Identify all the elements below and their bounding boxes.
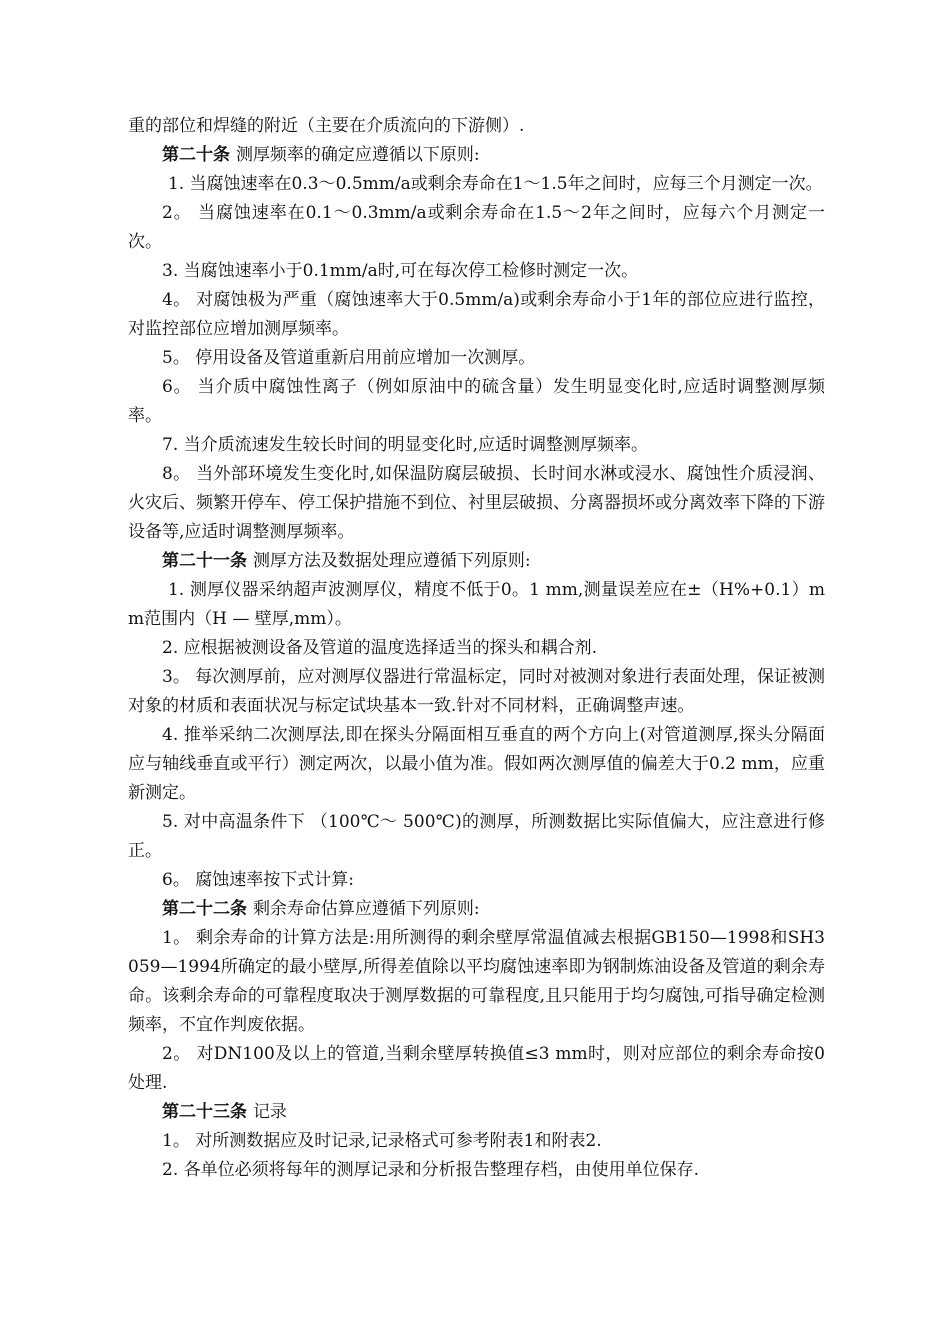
body-paragraph: 1。 剩余寿命的计算方法是:用所测得的剩余壁厚常温值减去根据GB150—1998和SH3059—1994所确定的最小壁厚,所得差值除以平均腐蚀速率即为钢制炼油设备及管道的剩余寿命。该剩余寿命的可靠程度取决于测厚数据的可靠程度,且只能用于均匀腐蚀,可指导确定检测频率，不宜作判废依据。 xyxy=(128,928,825,1035)
body-paragraph: 4。 对腐蚀极为严重（腐蚀速率大于0.5mm/a)或剩余寿命小于1年的部位应进行监控，对监控部位应增加测厚频率。 xyxy=(128,290,825,339)
body-paragraph: 2。 当腐蚀速率在0.1～0.3mm/a或剩余寿命在1.5～2年之间时，应每六个月测定一次。 xyxy=(128,203,825,252)
body-paragraph: 7. 当介质流速发生较长时间的明显变化时,应适时调整测厚频率。 xyxy=(162,435,649,455)
article-number: 第二十条 xyxy=(162,145,230,165)
article-title: 记录 xyxy=(252,1102,287,1122)
body-paragraph: 重的部位和焊缝的附近（主要在介质流向的下游侧）. xyxy=(128,116,525,136)
article-heading xyxy=(128,141,825,170)
body-paragraph: 2. 应根据被测设备及管道的温度选择适当的探头和耦合剂. xyxy=(162,638,598,658)
body-paragraph: 6。 腐蚀速率按下式计算: xyxy=(162,870,354,890)
article-title: 测厚频率的确定应遵循以下原则: xyxy=(235,145,480,165)
document-body xyxy=(128,112,825,1185)
article-title: 测厚方法及数据处理应遵循下列原则: xyxy=(252,551,531,571)
article-heading xyxy=(128,895,825,924)
body-paragraph: 1。 对所测数据应及时记录,记录格式可参考附表1和附表2. xyxy=(162,1131,602,1151)
body-paragraph: 6。 当介质中腐蚀性离子（例如原油中的硫含量）发生明显变化时,应适时调整测厚频率。 xyxy=(128,377,825,426)
body-paragraph: 3. 当腐蚀速率小于0.1mm/a时,可在每次停工检修时测定一次。 xyxy=(162,261,639,281)
article-number: 第二十二条 xyxy=(162,899,247,919)
body-paragraph: 5. 对中高温条件下 （100℃～ 500℃)的测厚，所测数据比实际值偏大，应注意进行修正。 xyxy=(128,812,825,861)
body-paragraph: 2. 各单位必须将每年的测厚记录和分析报告整理存档，由使用单位保存. xyxy=(162,1160,700,1180)
article-heading xyxy=(128,1098,825,1127)
body-paragraph: 1. 测厚仪器采纳超声波测厚仪，精度不低于0。1 mm,测量误差应在±（H%+0.1）mm范围内（H — 壁厚,mm）。 xyxy=(128,580,825,629)
article-heading xyxy=(128,547,825,576)
body-paragraph: 1. 当腐蚀速率在0.3～0.5mm/a或剩余寿命在1～1.5年之间时，应每三个月测定一次。 xyxy=(167,174,823,194)
body-paragraph: 8。 当外部环境发生变化时,如保温防腐层破损、长时间水淋或浸水、腐蚀性介质浸润、火灾后、频繁开停车、停工保护措施不到位、衬里层破损、分离器损坏或分离效率下降的下游设备等,应适时调整测厚频率。 xyxy=(128,464,825,542)
body-paragraph: 2。 对DN100及以上的管道,当剩余壁厚转换值≤3 mm时，则对应部位的剩余寿命按0处理. xyxy=(128,1044,825,1093)
body-paragraph: 4. 推举采纳二次测厚法,即在探头分隔面相互垂直的两个方向上(对管道测厚,探头分隔面应与轴线垂直或平行）测定两次，以最小值为准。假如两次测厚值的偏差大于0.2 mm，应重新测定。 xyxy=(128,725,825,803)
body-paragraph: 3。 每次测厚前，应对测厚仪器进行常温标定，同时对被测对象进行表面处理，保证被测对象的材质和表面状况与标定试块基本一致.针对不同材料，正确调整声速。 xyxy=(128,667,825,716)
article-title: 剩余寿命估算应遵循下列原则: xyxy=(252,899,480,919)
body-paragraph: 5。 停用设备及管道重新启用前应增加一次测厚。 xyxy=(162,348,536,368)
article-number: 第二十一条 xyxy=(162,551,247,571)
article-number: 第二十三条 xyxy=(162,1102,247,1122)
